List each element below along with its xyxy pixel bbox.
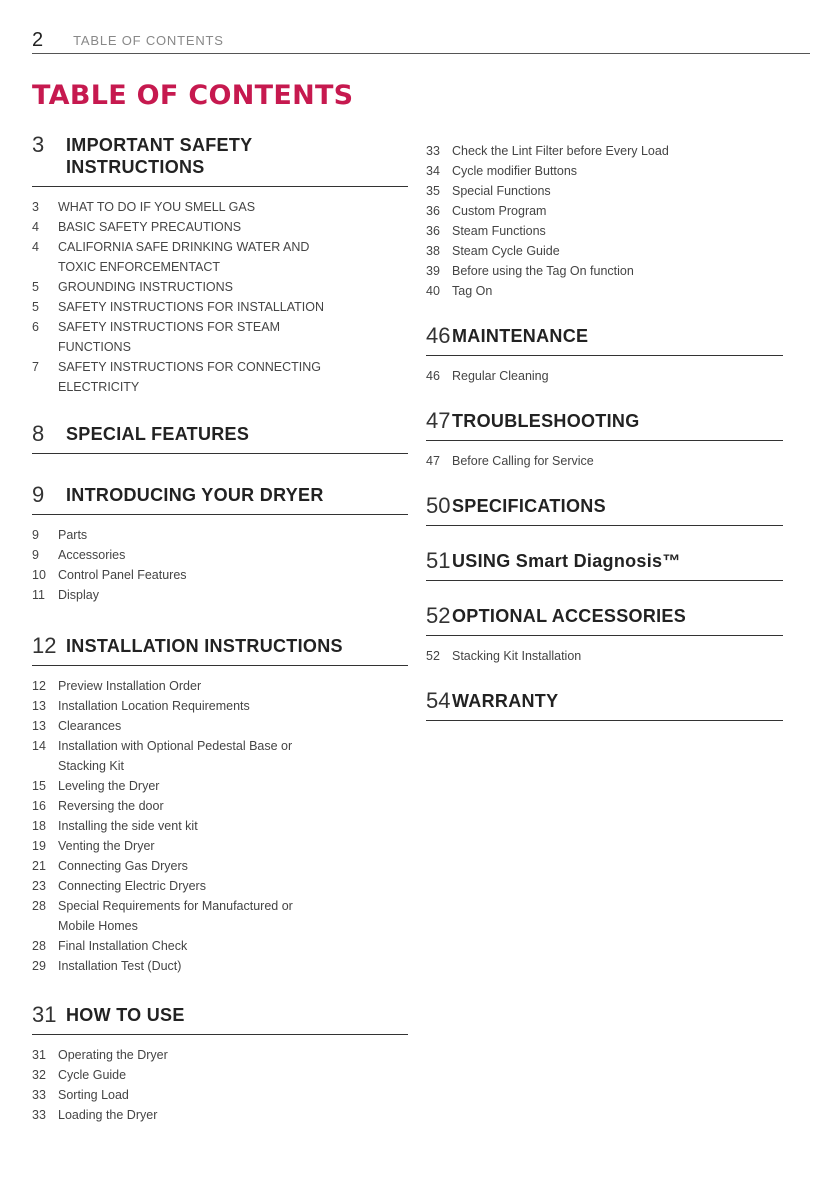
- toc-section: [32, 635, 408, 976]
- entry-title: Leveling the Dryer: [58, 779, 160, 793]
- toc-section: [426, 605, 783, 666]
- toc-entry[interactable]: [32, 816, 408, 836]
- toc-entry[interactable]: [32, 297, 408, 317]
- toc-section: [426, 495, 783, 526]
- entry-title: SAFETY INSTRUCTIONS FOR STEAM FUNCTIONS: [58, 320, 281, 354]
- toc-entry[interactable]: [32, 856, 408, 876]
- section-heading[interactable]: [426, 550, 783, 581]
- toc-entry[interactable]: [32, 836, 408, 856]
- toc-entry[interactable]: [32, 565, 408, 585]
- section-page-number: 3: [32, 132, 45, 157]
- toc-entry[interactable]: [32, 197, 408, 217]
- toc-section: [426, 690, 783, 721]
- entry-title: Tag On: [452, 284, 493, 298]
- entry-page-number: 33: [32, 1088, 46, 1102]
- entry-page-number: 46: [426, 369, 440, 383]
- toc-section: [32, 1004, 408, 1125]
- toc-entry[interactable]: [426, 451, 783, 471]
- toc-entry[interactable]: [32, 357, 408, 397]
- section-page-number: 46: [426, 323, 451, 348]
- entry-title: BASIC SAFETY PRECAUTIONS: [58, 220, 242, 234]
- entry-title: Sorting Load: [58, 1088, 129, 1102]
- toc-entry[interactable]: [32, 1085, 408, 1105]
- entry-title: CALIFORNIA SAFE DRINKING WATER AND TOXIC ENFORCEMENTACT: [58, 240, 310, 274]
- section-heading[interactable]: [426, 410, 783, 441]
- section-page-number: 50: [426, 493, 451, 518]
- section-title: TROUBLESHOOTING: [452, 411, 640, 431]
- toc-entry[interactable]: [32, 956, 408, 976]
- entry-title: Connecting Electric Dryers: [58, 879, 206, 893]
- toc-entry[interactable]: [32, 1045, 408, 1065]
- section-entries: [426, 646, 783, 666]
- toc-entry[interactable]: [426, 281, 783, 301]
- entry-title: Stacking Kit Installation: [452, 649, 582, 663]
- toc-entry[interactable]: [32, 876, 408, 896]
- section-title: MAINTENANCE: [452, 326, 589, 346]
- section-title: IMPORTANT SAFETY INSTRUCTIONS: [66, 135, 253, 177]
- section-heading[interactable]: [32, 134, 408, 187]
- entry-title: SAFETY INSTRUCTIONS FOR CONNECTING ELECTRICITY: [58, 360, 321, 394]
- continued-entries: [426, 141, 783, 301]
- section-title: SPECIAL FEATURES: [66, 424, 250, 444]
- entry-title: Steam Functions: [452, 224, 546, 238]
- entry-title: Final Installation Check: [58, 939, 188, 953]
- entry-page-number: 6: [32, 320, 39, 334]
- section-page-number: 47: [426, 408, 451, 433]
- section-heading[interactable]: [426, 495, 783, 526]
- entry-title: Venting the Dryer: [58, 839, 155, 853]
- section-title: USING Smart Diagnosis™: [452, 551, 681, 571]
- section-heading[interactable]: [426, 325, 783, 356]
- section-page-number: 51: [426, 548, 451, 573]
- entry-title: Special Requirements for Manufactured or Mobile Homes: [58, 899, 293, 933]
- entry-page-number: 4: [32, 220, 39, 234]
- header-title: TABLE OF CONTENTS: [73, 33, 224, 48]
- toc-entry[interactable]: [426, 161, 783, 181]
- entry-page-number: 3: [32, 200, 39, 214]
- entry-page-number: 7: [32, 360, 39, 374]
- toc-section: [426, 325, 783, 386]
- entry-title: Special Functions: [452, 184, 551, 198]
- entry-title: Installing the side vent kit: [58, 819, 198, 833]
- section-entries: [32, 525, 408, 605]
- section-entries: [426, 451, 783, 471]
- section-page-number: 31: [32, 1002, 57, 1027]
- toc-section: [32, 134, 408, 397]
- entry-page-number: 9: [32, 548, 39, 562]
- entry-page-number: 39: [426, 264, 440, 278]
- toc-section: [426, 410, 783, 471]
- toc-left-column: [32, 134, 408, 1125]
- toc-entry[interactable]: [32, 936, 408, 956]
- entry-page-number: 33: [32, 1108, 46, 1122]
- entry-page-number: 9: [32, 528, 39, 542]
- toc-entry[interactable]: [426, 261, 783, 281]
- entry-page-number: 10: [32, 568, 46, 582]
- entry-page-number: 16: [32, 799, 46, 813]
- section-title: INSTALLATION INSTRUCTIONS: [66, 636, 343, 656]
- entry-title: Installation with Optional Pedestal Base or Stacking Kit: [58, 739, 293, 773]
- entry-title: Cycle Guide: [58, 1068, 127, 1082]
- section-entries: [32, 676, 408, 976]
- entry-title: Custom Program: [452, 204, 547, 218]
- section-page-number: 9: [32, 482, 45, 507]
- entry-page-number: 14: [32, 739, 46, 753]
- entry-title: Regular Cleaning: [452, 369, 549, 383]
- toc-entry[interactable]: [32, 1105, 408, 1125]
- toc-entry[interactable]: [32, 776, 408, 796]
- entry-page-number: 47: [426, 454, 440, 468]
- entry-page-number: 38: [426, 244, 440, 258]
- entry-title: Cycle modifier Buttons: [452, 164, 578, 178]
- section-heading[interactable]: [32, 1004, 408, 1035]
- section-page-number: 8: [32, 421, 45, 446]
- entry-page-number: 18: [32, 819, 46, 833]
- toc-entry[interactable]: [32, 277, 408, 297]
- toc-entry[interactable]: [426, 181, 783, 201]
- page-number: 2: [32, 29, 44, 51]
- entry-title: Loading the Dryer: [58, 1108, 158, 1122]
- entry-page-number: 34: [426, 164, 440, 178]
- entry-title: Before using the Tag On function: [452, 264, 634, 278]
- entry-page-number: 21: [32, 859, 46, 873]
- section-entries: [32, 197, 408, 397]
- toc-entry[interactable]: [426, 221, 783, 241]
- toc-entry[interactable]: [426, 141, 783, 161]
- entry-title: Accessories: [58, 548, 126, 562]
- toc-entry[interactable]: [32, 696, 408, 716]
- entry-page-number: 15: [32, 779, 46, 793]
- toc-entry[interactable]: [426, 201, 783, 221]
- section-heading[interactable]: [32, 423, 408, 454]
- entry-page-number: 28: [32, 939, 46, 953]
- toc-entry[interactable]: [426, 241, 783, 261]
- entry-title: Parts: [58, 528, 88, 542]
- toc-section: [32, 423, 408, 454]
- page-title: TABLE OF CONTENTS: [32, 80, 354, 111]
- section-title: SPECIFICATIONS: [452, 496, 606, 516]
- entry-page-number: 36: [426, 204, 440, 218]
- toc-section: [426, 550, 783, 581]
- section-heading[interactable]: [426, 605, 783, 636]
- section-page-number: 54: [426, 688, 451, 713]
- toc-entry[interactable]: [32, 896, 408, 936]
- entry-page-number: 5: [32, 300, 39, 314]
- entry-page-number: 12: [32, 679, 46, 693]
- section-entries: [426, 366, 783, 386]
- entry-title: Installation Location Requirements: [58, 699, 250, 713]
- toc-section: [32, 484, 408, 605]
- entry-title: Control Panel Features: [58, 568, 187, 582]
- section-heading[interactable]: [32, 484, 408, 515]
- entry-page-number: 31: [32, 1048, 46, 1062]
- entry-page-number: 5: [32, 280, 39, 294]
- toc-entry[interactable]: [32, 217, 408, 237]
- section-heading[interactable]: [32, 635, 408, 666]
- toc-entry[interactable]: [32, 237, 408, 277]
- toc-right-column: [426, 134, 783, 731]
- entry-title: WHAT TO DO IF YOU SMELL GAS: [58, 200, 256, 214]
- toc-entry[interactable]: [32, 796, 408, 816]
- entry-page-number: 40: [426, 284, 440, 298]
- entry-title: Preview Installation Order: [58, 679, 202, 693]
- entry-title: Operating the Dryer: [58, 1048, 168, 1062]
- entry-title: Before Calling for Service: [452, 454, 594, 468]
- entry-title: Display: [58, 588, 99, 602]
- page-header: [32, 30, 810, 54]
- section-entries: [32, 1045, 408, 1125]
- toc-entry[interactable]: [426, 646, 783, 666]
- entry-title: Steam Cycle Guide: [452, 244, 560, 258]
- entry-title: Clearances: [58, 719, 122, 733]
- toc-entry[interactable]: [32, 676, 408, 696]
- entry-page-number: 23: [32, 879, 46, 893]
- toc-entry[interactable]: [32, 716, 408, 736]
- entry-page-number: 35: [426, 184, 440, 198]
- toc-entry[interactable]: [32, 545, 408, 565]
- entry-title: Connecting Gas Dryers: [58, 859, 188, 873]
- entry-page-number: 29: [32, 959, 46, 973]
- section-page-number: 12: [32, 633, 57, 658]
- section-heading[interactable]: [426, 690, 783, 721]
- entry-page-number: 13: [32, 699, 46, 713]
- section-title: OPTIONAL ACCESSORIES: [452, 606, 687, 626]
- section-page-number: 52: [426, 603, 451, 628]
- entry-page-number: 19: [32, 839, 46, 853]
- entry-page-number: 52: [426, 649, 440, 663]
- section-title: INTRODUCING YOUR DRYER: [66, 485, 324, 505]
- toc-entry[interactable]: [32, 317, 408, 357]
- entry-page-number: 4: [32, 240, 39, 254]
- entry-page-number: 11: [32, 588, 45, 602]
- entry-page-number: 33: [426, 144, 440, 158]
- entry-page-number: 28: [32, 899, 46, 913]
- entry-page-number: 13: [32, 719, 46, 733]
- entry-title: Check the Lint Filter before Every Load: [452, 144, 669, 158]
- entry-page-number: 36: [426, 224, 440, 238]
- entry-title: SAFETY INSTRUCTIONS FOR INSTALLATION: [58, 300, 325, 314]
- toc-entry[interactable]: [32, 525, 408, 545]
- entry-title: Installation Test (Duct): [58, 959, 182, 973]
- toc-entry[interactable]: [32, 736, 408, 776]
- entry-title: Reversing the door: [58, 799, 164, 813]
- toc-entry[interactable]: [426, 366, 783, 386]
- section-title: WARRANTY: [452, 691, 559, 711]
- entry-title: GROUNDING INSTRUCTIONS: [58, 280, 233, 294]
- entry-page-number: 32: [32, 1068, 46, 1082]
- toc-entry[interactable]: [32, 1065, 408, 1085]
- section-title: HOW TO USE: [66, 1005, 185, 1025]
- toc-entry[interactable]: [32, 585, 408, 605]
